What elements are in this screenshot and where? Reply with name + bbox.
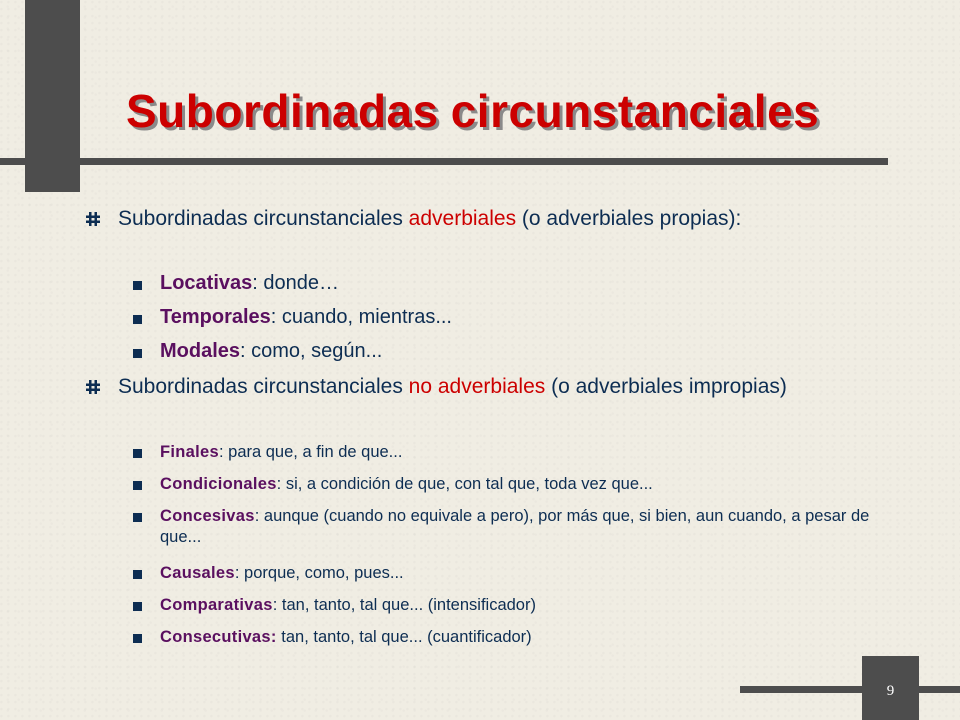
highlight-no-adverbiales: no adverbiales (408, 375, 546, 398)
list-item-modales (133, 340, 382, 363)
page-number: 9 (886, 683, 895, 699)
item-text: : tan, tanto, tal que... (intensificador) (272, 596, 536, 614)
item-text: : porque, como, pues... (234, 564, 404, 582)
item-text: : como, según... (240, 340, 383, 362)
hash-bullet-icon (84, 210, 102, 228)
item-label: Modales (160, 340, 241, 362)
hash-bullet-icon (84, 378, 102, 396)
slide-title (126, 84, 819, 138)
item-label: Comparativas (160, 596, 273, 614)
item-text: : aunque (cuando no equivale a pero), por más que, si bien, aun cuando, a pesar de que... (160, 507, 870, 546)
intro-text-after: (o adverbiales propias): (516, 207, 742, 230)
bullet-adverbiales-text (118, 206, 864, 231)
item-label: Temporales (160, 306, 271, 328)
item-text: : para que, a fin de que... (218, 443, 403, 461)
list-item-condicionales (133, 474, 878, 495)
square-bullet-icon (133, 513, 142, 522)
item-label: Finales (160, 443, 219, 461)
item-text: : si, a condición de que, con tal que, toda vez que... (276, 475, 653, 493)
square-bullet-icon (133, 281, 142, 290)
square-bullet-icon (133, 315, 142, 324)
list-item-temporales (133, 306, 452, 329)
list-item-locativas (133, 272, 339, 295)
item-label: Concesivas (160, 507, 255, 525)
item-text: : donde… (252, 272, 339, 294)
item-label: Condicionales (160, 475, 277, 493)
item-label: Locativas (160, 272, 253, 294)
item-text: tan, tanto, tal que... (cuantificador) (276, 628, 532, 646)
slide-title-word-2: circunstanciales (450, 85, 820, 137)
square-bullet-icon (133, 634, 142, 643)
slide-title-word-1: Subordinadas (126, 85, 439, 137)
decorative-rule-bottom (740, 686, 960, 693)
bullet-adverbiales (84, 206, 864, 231)
square-bullet-icon (133, 570, 142, 579)
bullet-no-adverbiales-text (118, 374, 864, 399)
item-label: Consecutivas: (160, 628, 277, 646)
decorative-rule-top (0, 158, 888, 165)
square-bullet-icon (133, 349, 142, 358)
list-item-comparativas (133, 595, 878, 616)
item-label: Causales (160, 564, 235, 582)
square-bullet-icon (133, 449, 142, 458)
list-item-consecutivas (133, 627, 878, 648)
list-item-finales (133, 442, 878, 463)
square-bullet-icon (133, 602, 142, 611)
bullet-no-adverbiales (84, 374, 864, 399)
list-item-concesivas (133, 506, 878, 548)
intro-text: Subordinadas circunstanciales (118, 207, 409, 230)
intro-text-after: (o adverbiales impropias) (545, 375, 787, 398)
square-bullet-icon (133, 481, 142, 490)
list-item-causales (133, 563, 878, 584)
item-text: : cuando, mientras... (270, 306, 452, 328)
highlight-adverbiales: adverbiales (408, 207, 517, 230)
intro-text: Subordinadas circunstanciales (118, 375, 409, 398)
